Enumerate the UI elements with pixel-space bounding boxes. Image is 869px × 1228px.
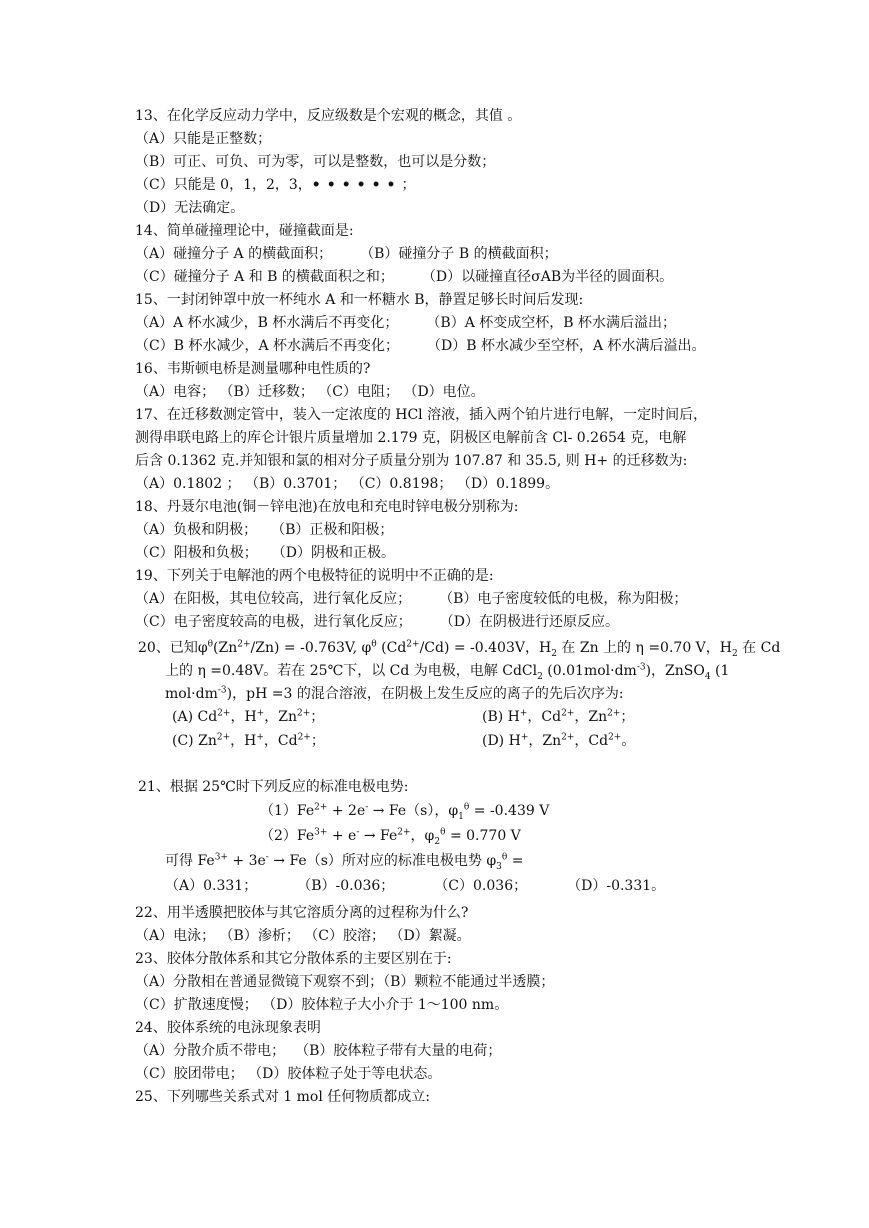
question-14-options-cd: （C）碰撞分子 A 和 B 的横截面积之和； （D）以碰撞直径σAB为半径的圆面积。 <box>135 269 674 285</box>
question-16-stem: 16、韦斯顿电桥是测量哪种电性质的? <box>135 361 371 377</box>
question-22-options: （A）电泳； （B）渗析； （C）胶溶； （D）絮凝。 <box>135 928 471 944</box>
question-21-options: （A）0.331； （B）-0.036； （C）0.036； （D）-0.331。 <box>165 878 666 894</box>
question-21-equation-2: $(2)Fe^{3+} + e^- \to Fe^{2+}$，$\varphi_2^\theta = 0.770$ V <box>260 827 521 847</box>
question-14-stem: 14、简单碰撞理论中，碰撞截面是: <box>135 223 354 239</box>
question-20-line-3: $mol\cdot dm^{-3}$)，pH =3 的混合溶液，在阴极上发生反应的离子的先后次序为: <box>165 685 624 702</box>
question-13-option-b: （B）可正、可负、可为零，可以是整数，也可以是分数； <box>135 154 496 170</box>
question-13-option-c: （C）只能是 0，1，2，3，••••••； <box>135 177 416 193</box>
question-17-line-3: 后含 0.1362 克.并知银和氯的相对分子质量分别为 107.87 和 35.5, 则 H+ 的迁移数为: <box>135 453 688 469</box>
question-24-options-cd: （C）胶团带电； （D）胶体粒子处于等电状态。 <box>135 1066 442 1082</box>
question-18-options-cd: （C）阳极和负极； （D）阴极和正极。 <box>135 545 395 561</box>
question-23-stem: 23、胶体分散体系和其它分散体系的主要区别在于: <box>135 951 452 967</box>
question-13-stem: 13、在化学反应动力学中，反应级数是个宏观的概念，其值 。 <box>135 108 522 124</box>
question-19-stem: 19、下列关于电解池的两个电极特征的说明中不正确的是: <box>135 568 494 584</box>
question-24-options-ab: （A）分散介质不带电； （B）胶体粒子带有大量的电荷； <box>135 1043 502 1059</box>
question-21-result: 可得 $Fe^{3+} + 3e^- \to Fe(s)$所对应的标准电极电势 $\varphi_3^\theta$ = <box>165 852 524 872</box>
question-18-stem: 18、丹聂尔电池(铜－锌电池)在放电和充电时锌电极分别称为: <box>135 499 519 515</box>
ellipsis-dots: •••••• <box>311 177 402 193</box>
question-23-options-cd: （C）扩散速度慢； （D）胶体粒子大小介于 1～100 nm。 <box>135 997 509 1013</box>
question-13-option-a: （A）只能是正整数； <box>135 131 272 147</box>
question-19-options-ab: （A）在阳极，其电位较高，进行氧化反应； （B）电子密度较低的电极，称为阳极； <box>135 591 688 607</box>
question-22-stem: 22、用半透膜把胶体与其它溶质分离的过程称为什么? <box>135 905 469 921</box>
question-20-line-1: 20、已知$\varphi^\theta(Zn^{2+}/Zn) = -0.763V$, $\varphi^\theta$ $(Cd^{2+}/Cd) = -0.403V$，$H_2$ 在 Zn 上的 η =0.70 V，$H_2$ 在 Cd <box>138 639 781 659</box>
question-18-options-ab: （A）负极和阴极； （B）正极和阳极； <box>135 522 394 538</box>
question-15-stem: 15、一封闭钟罩中放一杯纯水 A 和一杯糖水 B，静置足够长时间后发现: <box>135 292 584 308</box>
question-17-line-2: 测得串联电路上的库仑计银片质量增加 2.179 克，阴极区电解前含 Cl- 0.2654 克，电解 <box>135 430 687 446</box>
question-15-options-ab: （A）A 杯水减少，B 杯水满后不再变化； （B）A 杯变成空杯，B 杯水满后溢出； <box>135 315 677 331</box>
question-21-equation-1: $(1)Fe^{2+} + 2e^- \to Fe(s)$，$\varphi_1^\theta = -0.439$ V <box>260 802 550 822</box>
question-14-options-ab: （A）碰撞分子 A 的横截面积； （B）碰撞分子 B 的横截面积； <box>135 246 558 262</box>
question-20-options-cd: (C) $Zn^{2+}$，H+，$Cd^{2+}$； (D) H+，$Zn^{2+}$，$Cd^{2+}$。 <box>172 732 636 749</box>
question-17-options: （A）0.1802 ； （B）0.3701； （C）0.8198； （D）0.1899。 <box>135 476 560 492</box>
question-21-stem: 21、根据 25℃时下列反应的标准电极电势: <box>138 779 409 795</box>
question-16-options: （A）电容； （B）迁移数； （C）电阻； （D）电位。 <box>135 384 485 400</box>
question-13-option-d: （D）无法确定。 <box>135 200 245 216</box>
question-17-line-1: 17、在迁移数测定管中，装入一定浓度的 HCl 溶液，插入两个铂片进行电解，一定时间后， <box>135 407 708 423</box>
question-24-stem: 24、胶体系统的电泳现象表明 <box>135 1020 321 1036</box>
question-20-options-ab: (A) $Cd^{2+}$，H+，$Zn^{2+}$； (B) H+，$Cd^{2+}$，$Zn^{2+}$； <box>172 708 635 725</box>
question-15-options-cd: （C）B 杯水减少，A 杯水满后不再变化； （D）B 杯水减少至空杯，A 杯水满后溢出。 <box>135 338 706 354</box>
question-23-options-ab: （A）分散相在普通显微镜下观察不到；（B）颗粒不能通过半透膜； <box>135 974 555 990</box>
question-20-line-2: 上的 η =0.48V。若在 25℃下，以 Cd 为电极，电解 CdCl$_2$ $(0.01mol\cdot dm^{-3})$，ZnSO$_4$ (1 <box>165 662 730 682</box>
question-19-options-cd: （C）电子密度较高的电极，进行氧化反应； （D）在阴极进行还原反应。 <box>135 614 619 630</box>
question-25-stem: 25、下列哪些关系式对 1 mol 任何物质都成立: <box>135 1089 430 1105</box>
